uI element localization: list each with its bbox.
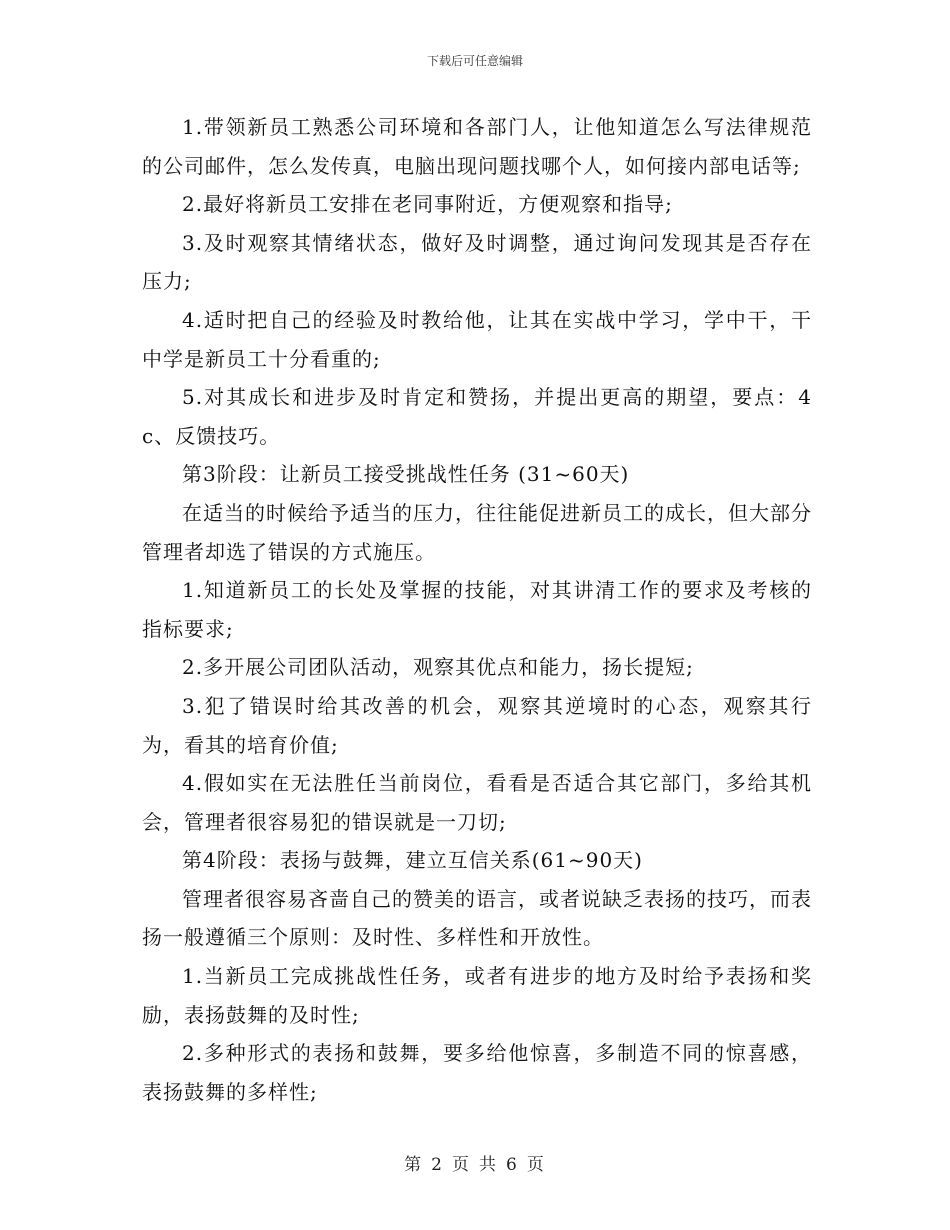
paragraph-item-3-stage-3: 3.犯了错误时给其改善的机会，观察其逆境时的心态，观察其行为，看其的培育价值; (142, 693, 812, 757)
footer-total-word: 共 (479, 1155, 498, 1175)
paragraph-item-1: 1.带领新员工熟悉公司环境和各部门人，让他知道怎么写法律规范的公司邮件，怎么发传真，电脑出现问题找哪个人，如何接内部电话等; (142, 115, 812, 178)
page-header: 下载后可任意编辑 (426, 54, 523, 68)
paragraph-item-4: 4.适时把自己的经验及时教给他，让其在实战中学习，学中干，干中学是新员工十分看重的; (142, 307, 812, 371)
footer-current-page: 2 (431, 1155, 444, 1175)
paragraph-item-2-stage-3: 2.多开展公司团队活动，观察其优点和能力，扬长提短; (182, 655, 694, 680)
section-heading-stage-3: 第3阶段：让新员工接受挑战性任务 (31~60天) (182, 462, 630, 487)
footer-suffix: 页 (526, 1155, 546, 1175)
paragraph-item-4-stage-3: 4.假如实在无法胜任当前岗位，看看是否适合其它部门，多给其机会，管理者很容易犯的错误就是一刀切; (142, 771, 812, 834)
paragraph-item-2: 2.最好将新员工安排在老同事附近，方便观察和指导; (182, 192, 673, 217)
footer-prefix: 第 (404, 1155, 424, 1175)
document-body (142, 108, 812, 1111)
paragraph-intro-stage-4: 管理者很容易吝啬自己的赞美的语言，或者说缺乏表扬的技巧，而表扬一般遵循三个原则：及时性、多样性和开放性。 (142, 886, 812, 950)
paragraph-intro-stage-3: 在适当的时候给予适当的压力，往往能促进新员工的成长，但大部分管理者却选了错误的方式施压。 (142, 500, 812, 564)
paragraph-item-3: 3.及时观察其情绪状态，做好及时调整，通过询问发现其是否存在压力; (142, 230, 812, 294)
paragraph-item-2-stage-4: 2.多种形式的表扬和鼓舞，要多给他惊喜，多制造不同的惊喜感，表扬鼓舞的多样性; (142, 1041, 812, 1104)
paragraph-item-1-stage-3: 1.知道新员工的长处及掌握的技能，对其讲清工作的要求及考核的指标要求; (142, 578, 812, 641)
paragraph-item-1-stage-4: 1.当新员工完成挑战性任务，或者有进步的地方及时给予表扬和奖励，表扬鼓舞的及时性; (142, 964, 812, 1027)
footer-total-pages: 6 (506, 1155, 519, 1175)
paragraph-item-5: 5.对其成长和进步及时肯定和赞扬，并提出更高的期望，要点：4c、反馈技巧。 (142, 385, 812, 448)
footer-page-word: 页 (452, 1155, 471, 1175)
section-heading-stage-4: 第4阶段：表扬与鼓舞，建立互信关系(61~90天) (182, 848, 643, 873)
page-footer (0, 1150, 950, 1175)
